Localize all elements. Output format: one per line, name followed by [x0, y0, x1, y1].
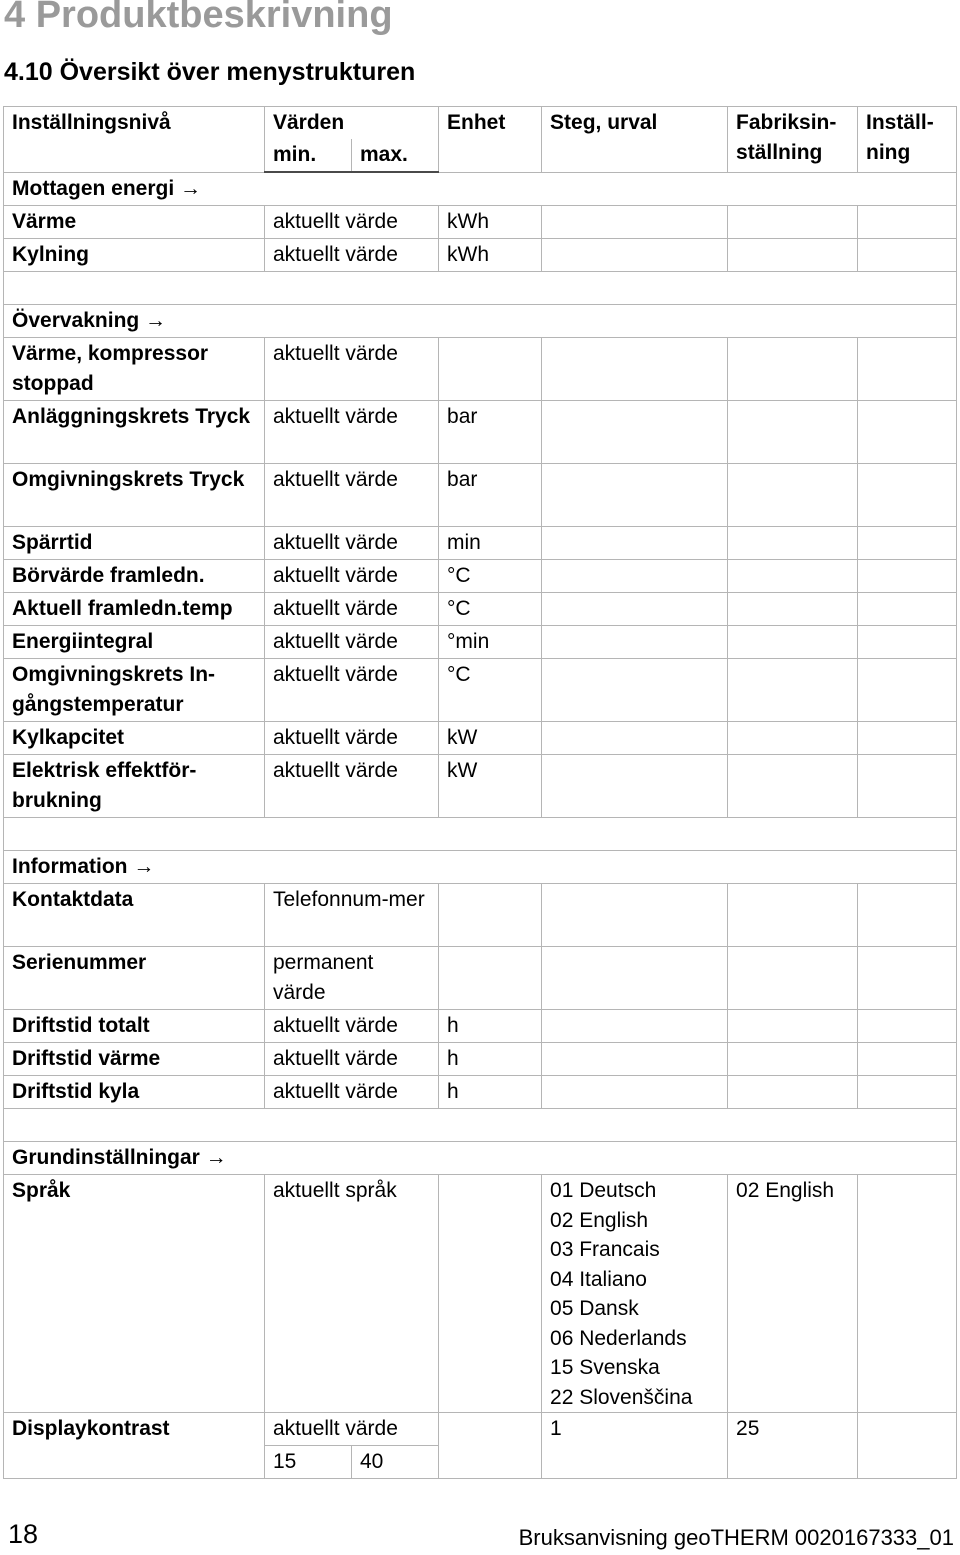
row-unit: °C [439, 593, 542, 626]
table-row [4, 1076, 957, 1109]
row-value: aktuellt värde [265, 1043, 439, 1076]
row-label: Värme [4, 206, 265, 239]
section-heading-mottagen: Mottagen energi → [4, 172, 957, 206]
row-setting [858, 401, 957, 464]
row-unit [439, 1175, 542, 1413]
row-setting [858, 1175, 957, 1413]
table-row-sprak [4, 1175, 957, 1413]
row-unit: h [439, 1043, 542, 1076]
menu-structure-table [3, 106, 957, 1479]
row-setting [858, 722, 957, 755]
row-setting [858, 1010, 957, 1043]
sprak-option: 01 Deutsch [550, 1179, 657, 1202]
row-value: aktuellt värde [265, 527, 439, 560]
row-setting [858, 659, 957, 722]
row-step [542, 722, 728, 755]
table-row-kontrast [4, 1413, 957, 1446]
row-factory [728, 593, 858, 626]
sprak-option: 03 Francais [550, 1238, 660, 1261]
row-unit: °C [439, 560, 542, 593]
row-setting [858, 338, 957, 401]
row-factory [728, 1043, 858, 1076]
row-label: Displaykontrast [4, 1413, 265, 1479]
row-label: Språk [4, 1175, 265, 1413]
row-label: Omgivningskrets In-gångstemperatur [4, 659, 265, 722]
row-value: aktuellt värde [265, 755, 439, 818]
table-row [4, 527, 957, 560]
row-label: Aktuell framledn.temp [4, 593, 265, 626]
chapter-title: 4 Produktbeskrivning [4, 0, 393, 36]
sprak-option: 22 Slovenščina [550, 1385, 693, 1409]
table-row [4, 722, 957, 755]
header-row [4, 107, 957, 140]
row-label: Driftstid kyla [4, 1076, 265, 1109]
row-step [542, 947, 728, 1010]
row-label: Serienummer [4, 947, 265, 1010]
table-row [4, 239, 957, 272]
document-footer: Bruksanvisning geoTHERM 0020167333_01 [518, 1525, 954, 1550]
header-unit: Enhet [439, 107, 542, 173]
row-step [542, 1076, 728, 1109]
spacer-row [4, 818, 957, 851]
table-row [4, 1043, 957, 1076]
row-unit: kW [439, 755, 542, 818]
row-label: Elektrisk effektför-brukning [4, 755, 265, 818]
row-label: Kylning [4, 239, 265, 272]
row-setting [858, 560, 957, 593]
row-unit: bar [439, 464, 542, 527]
row-setting [858, 1076, 957, 1109]
row-factory [728, 560, 858, 593]
row-unit: kWh [439, 206, 542, 239]
row-value: aktuellt språk [265, 1175, 439, 1413]
row-label: Driftstid värme [4, 1043, 265, 1076]
table-row [4, 206, 957, 239]
sprak-options [542, 1175, 728, 1413]
row-label: Börvärde framledn. [4, 560, 265, 593]
header-setting [858, 107, 957, 173]
row-factory [728, 1076, 858, 1109]
row-factory: 25 [728, 1413, 858, 1479]
row-label: Kontaktdata [4, 884, 265, 947]
row-label: Driftstid totalt [4, 1010, 265, 1043]
row-unit [439, 1413, 542, 1479]
row-factory [728, 755, 858, 818]
row-setting [858, 947, 957, 1010]
sprak-option: 04 Italiano [550, 1267, 647, 1291]
row-setting [858, 626, 957, 659]
header-step: Steg, urval [542, 107, 728, 173]
row-unit: °C [439, 659, 542, 722]
row-value: aktuellt värde [265, 239, 439, 272]
row-label: Kylkapcitet [4, 722, 265, 755]
row-value: permanent värde [265, 947, 439, 1010]
header-factory-line2: ställning [736, 140, 823, 164]
row-factory [728, 206, 858, 239]
row-unit: h [439, 1076, 542, 1109]
row-setting [858, 755, 957, 818]
row-step [542, 1043, 728, 1076]
sprak-option: 05 Dansk [550, 1297, 639, 1320]
row-unit [439, 947, 542, 1010]
row-min: 15 [265, 1446, 352, 1479]
header-min: min. [265, 139, 352, 172]
page-number: 18 [8, 1519, 39, 1549]
row-max: 40 [352, 1446, 439, 1479]
row-step [542, 527, 728, 560]
row-value: Telefonnum-mer [265, 884, 439, 947]
row-setting [858, 1413, 957, 1479]
row-step [542, 1010, 728, 1043]
table-row [4, 401, 957, 464]
section-heading-row [4, 305, 957, 338]
row-setting [858, 239, 957, 272]
spacer-row [4, 272, 957, 305]
row-setting [858, 464, 957, 527]
row-value: aktuellt värde [265, 1076, 439, 1109]
header-setting-line2: ning [866, 140, 911, 164]
row-step [542, 593, 728, 626]
row-value: aktuellt värde [265, 401, 439, 464]
row-factory: 02 English [728, 1175, 858, 1413]
section-heading-row [4, 172, 957, 206]
row-factory [728, 626, 858, 659]
header-setting-line1: Inställ- [866, 111, 934, 134]
row-factory [728, 464, 858, 527]
sprak-option: 02 English [550, 1208, 649, 1232]
row-step [542, 755, 728, 818]
row-value: aktuellt värde [265, 1413, 439, 1446]
row-unit: min [439, 527, 542, 560]
row-value: aktuellt värde [265, 722, 439, 755]
table-row [4, 593, 957, 626]
table-row [4, 560, 957, 593]
row-setting [858, 884, 957, 947]
row-label: Värme, kompressor stoppad [4, 338, 265, 401]
row-setting [858, 527, 957, 560]
table-row [4, 884, 957, 947]
row-label: Omgivningskrets Tryck [4, 464, 265, 527]
row-unit: bar [439, 401, 542, 464]
header-factory-line1: Fabriksin- [736, 111, 837, 134]
row-step [542, 560, 728, 593]
table-row [4, 464, 957, 527]
table-row [4, 947, 957, 1010]
row-factory [728, 722, 858, 755]
row-factory [728, 239, 858, 272]
row-step [542, 464, 728, 527]
header-values: Värden [265, 107, 439, 140]
section-heading-overvakning: Övervakning → [4, 305, 957, 338]
header-factory [728, 107, 858, 173]
table-row [4, 626, 957, 659]
row-unit: °min [439, 626, 542, 659]
row-label: Energiintegral [4, 626, 265, 659]
row-value: aktuellt värde [265, 1010, 439, 1043]
row-factory [728, 338, 858, 401]
sprak-option: 06 Nederlands [550, 1326, 687, 1350]
header-max: max. [352, 139, 439, 172]
header-level: Inställningsnivå [4, 107, 265, 173]
row-label: Anläggningskrets Tryck [4, 401, 265, 464]
row-factory [728, 401, 858, 464]
row-factory [728, 1010, 858, 1043]
section-heading-row [4, 1142, 957, 1175]
row-unit [439, 884, 542, 947]
row-step [542, 659, 728, 722]
table-row [4, 755, 957, 818]
section-heading-information: Information → [4, 851, 957, 884]
row-factory [728, 947, 858, 1010]
row-step [542, 626, 728, 659]
row-value: aktuellt värde [265, 560, 439, 593]
row-value: aktuellt värde [265, 593, 439, 626]
row-value: aktuellt värde [265, 659, 439, 722]
row-value: aktuellt värde [265, 464, 439, 527]
row-setting [858, 593, 957, 626]
row-factory [728, 527, 858, 560]
row-step [542, 338, 728, 401]
section-heading-grund: Grundinställningar → [4, 1142, 957, 1175]
row-unit: kW [439, 722, 542, 755]
row-value: aktuellt värde [265, 626, 439, 659]
sprak-option: 15 Svenska [550, 1356, 660, 1379]
section-title: 4.10 Översikt över menystrukturen [4, 58, 416, 86]
section-heading-row [4, 851, 957, 884]
row-step [542, 884, 728, 947]
row-unit [439, 338, 542, 401]
table-row [4, 338, 957, 401]
spacer-row [4, 1109, 957, 1142]
row-value: aktuellt värde [265, 206, 439, 239]
row-label: Spärrtid [4, 527, 265, 560]
row-unit: kWh [439, 239, 542, 272]
row-setting [858, 206, 957, 239]
row-unit: h [439, 1010, 542, 1043]
row-value: aktuellt värde [265, 338, 439, 401]
row-step [542, 239, 728, 272]
row-setting [858, 1043, 957, 1076]
row-factory [728, 884, 858, 947]
row-step [542, 401, 728, 464]
table-row [4, 1010, 957, 1043]
table-row [4, 659, 957, 722]
row-step: 1 [542, 1413, 728, 1479]
row-factory [728, 659, 858, 722]
row-step [542, 206, 728, 239]
